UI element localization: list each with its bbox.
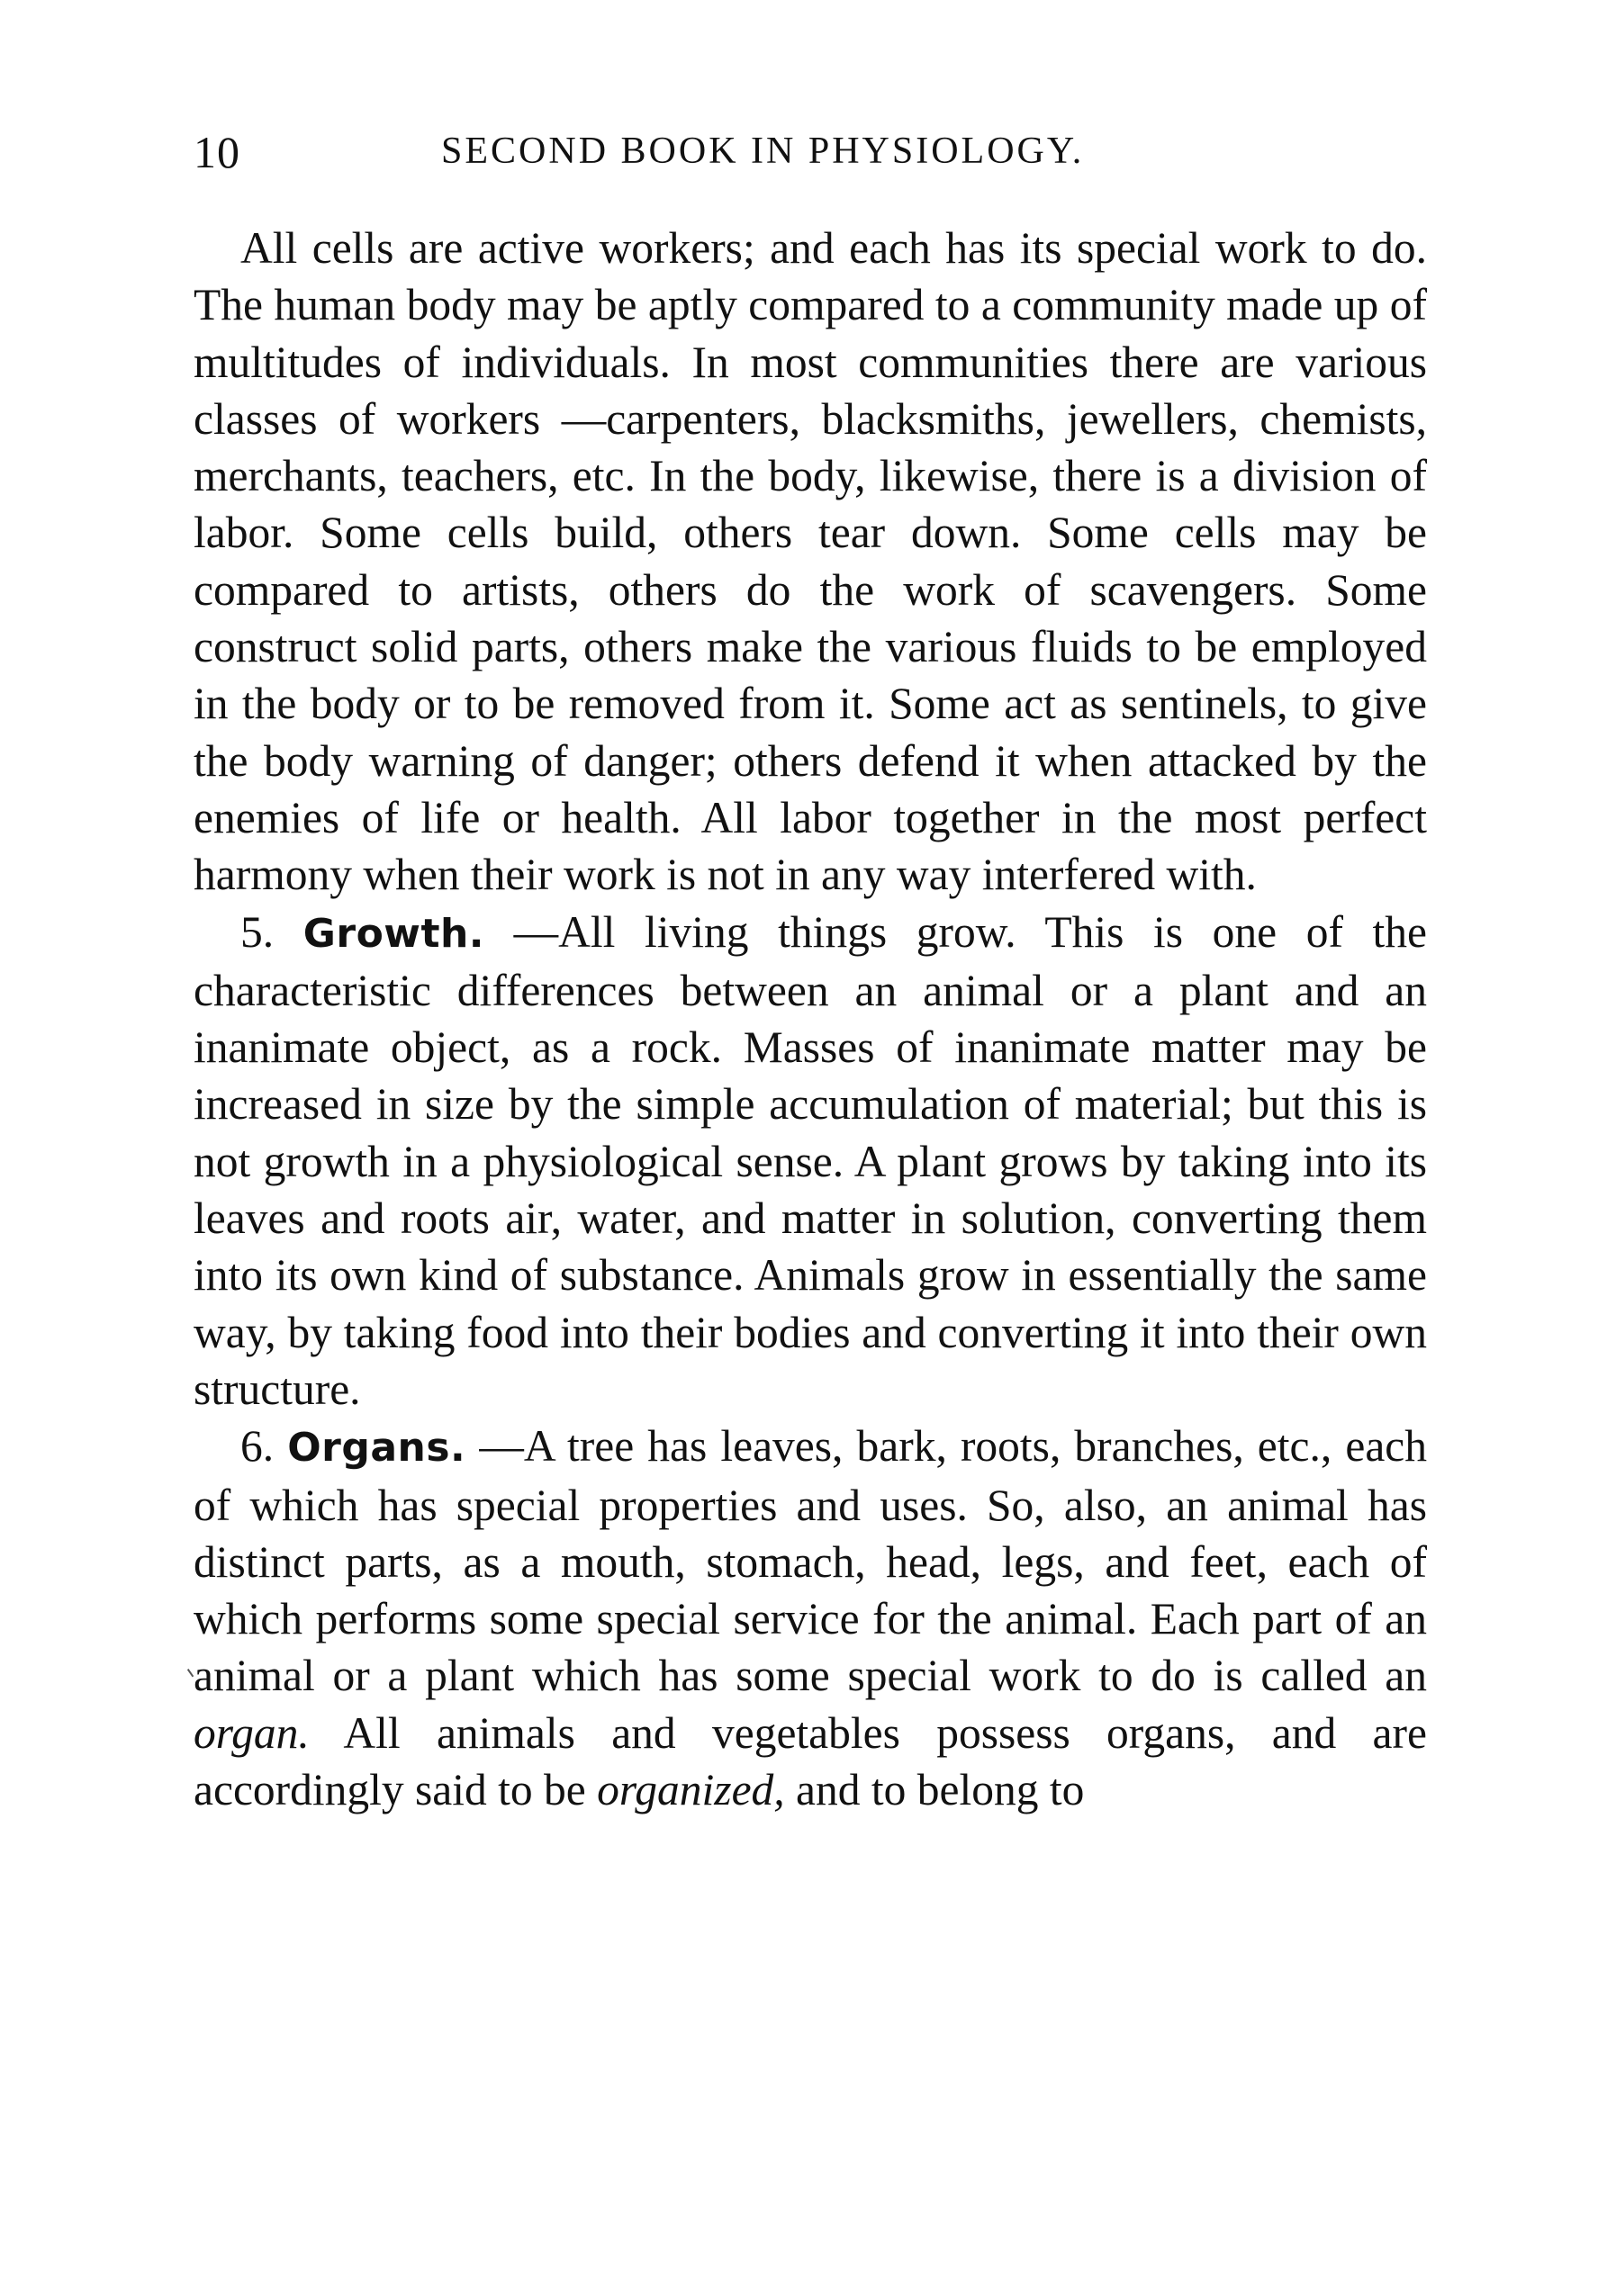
italic-term-organized: organized, [597, 1765, 785, 1815]
body-text [194, 220, 1427, 1818]
italic-term-organ: organ. [194, 1707, 310, 1758]
paragraph-text: —All living things grow. This is one of the characteristic differences between an animal or a plant and an inanimate object, as a rock. Masses of inanimate matter may be increased in size by the simple accumulation of material; but this is not growth in a physiological sense. A plant grows by taking into its leaves and roots air, water, and matter in solution, converting them into its own kind of substance. Animals grow in essentially the same way, by taking food into their bodies and converting it into their own structure. [194, 906, 1428, 1414]
running-head [194, 126, 1418, 180]
paragraph-text: All animals and vegetables possess organs, and are accordingly said to be [194, 1707, 1427, 1815]
section-number: 5. [240, 906, 275, 957]
paragraph-text: All cells are active workers; and each has its special work to do. The human body may be aptly compared to a community made up of multitudes of individuals. In most communities there are various classes of workers —carpenters, blacksmiths, jewellers, chemists, merchants, teachers, etc. In the body, likewise, there is a division of labor. Some cells build, others tear down. Some cells may be compared to artists, others do the work of scavengers. Some construct solid parts, others make the various fluids to be employed in the body or to be removed from it. Some act as sentinels, to give the body warning of danger; others defend it when attacked by the enemies of life or health. All labor together in the most perfect harmony when their work is not in any way interfered with. [194, 223, 1427, 900]
paragraph-organs [194, 1418, 1427, 1818]
book-title: SECOND BOOK IN PHYSIOLOGY. [441, 131, 1085, 172]
section-term: Growth. [302, 910, 485, 957]
paragraph-text: —A tree has leaves, bark, roots, branches, etc., each of which has special properties and uses. So, also, an animal has distinct parts, as a mouth, stomach, head, legs, and feet, each of which performs some special service for the animal. Each part of an animal or a plant which has some special work to do is called an [194, 1421, 1428, 1701]
paragraph-cells-workers [194, 220, 1427, 904]
page-number: 10 [194, 127, 240, 177]
section-term: Organs. [287, 1425, 466, 1472]
paragraph-growth [194, 904, 1427, 1418]
paragraph-text: and to belong to [796, 1765, 1085, 1815]
section-number: 6. [240, 1421, 275, 1472]
